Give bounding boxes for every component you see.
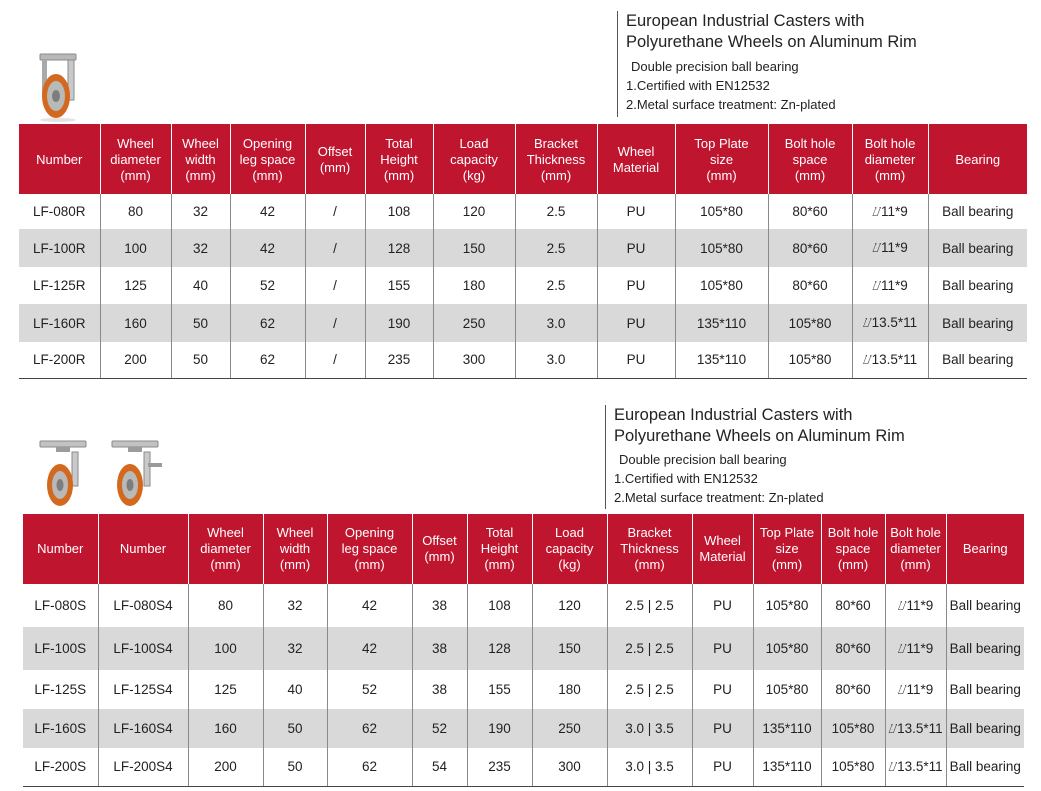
table-row xyxy=(19,342,1027,378)
table-cell: 105*80 xyxy=(821,748,885,786)
table-cell: 80*60 xyxy=(768,194,852,229)
table-cell: 128 xyxy=(467,627,532,670)
table-cell: 62 xyxy=(327,709,412,748)
table-row xyxy=(23,584,1024,627)
header-opening-leg-space: Opening leg space (mm) xyxy=(230,124,305,194)
header-wheel-diameter: Wheel diameter (mm) xyxy=(188,514,263,584)
table-cell: LF-160S xyxy=(23,709,98,748)
table-cell: PU xyxy=(597,267,675,304)
table-cell: 300 xyxy=(433,342,515,378)
table-cell: ⌰11*9 xyxy=(885,627,946,670)
table-cell: 50 xyxy=(171,342,230,378)
table-cell: 62 xyxy=(230,342,305,378)
table-cell: 105*80 xyxy=(821,709,885,748)
table-cell: LF-160S4 xyxy=(98,709,188,748)
table-cell: PU xyxy=(692,709,753,748)
header-bearing: Bearing xyxy=(928,124,1027,194)
table-cell: LF-100S4 xyxy=(98,627,188,670)
table-cell: 105*80 xyxy=(753,627,821,670)
table-cell: 80*60 xyxy=(821,670,885,709)
table-cell: 250 xyxy=(532,709,607,748)
table-cell: 155 xyxy=(365,267,433,304)
header-top-plate-size: Top Plate size (mm) xyxy=(753,514,821,584)
table-cell: 125 xyxy=(100,267,171,304)
header-bolt-hole-space: Bolt hole space (mm) xyxy=(821,514,885,584)
table-row xyxy=(19,229,1027,267)
table-cell: ⌰13.5*11 xyxy=(885,748,946,786)
table-cell: PU xyxy=(597,229,675,267)
swivel-caster-image xyxy=(36,439,92,509)
table-cell: 135*110 xyxy=(675,304,768,342)
table-cell: Ball bearing xyxy=(946,748,1024,786)
table-cell: / xyxy=(305,304,365,342)
table-header-row xyxy=(23,514,1024,584)
table-cell: 100 xyxy=(100,229,171,267)
table-cell: LF-080S xyxy=(34,598,87,613)
table-cell: 52 xyxy=(327,670,412,709)
table-cell: 80 xyxy=(100,194,171,229)
table-cell: LF-100S xyxy=(23,627,98,670)
table-cell: 2.5 xyxy=(515,267,597,304)
header-number-swivel: Number xyxy=(23,514,98,584)
table-cell: Ball bearing xyxy=(928,304,1027,342)
table-cell: PU xyxy=(692,670,753,709)
table-cell: 40 xyxy=(263,670,327,709)
table-cell: 42 xyxy=(230,194,305,229)
table-cell: 105*80 xyxy=(753,584,821,627)
table-cell: 250 xyxy=(433,304,515,342)
table-cell: LF-125R xyxy=(32,278,86,293)
header-wheel-material: Wheel Material xyxy=(597,124,675,194)
table-cell: LF-200S xyxy=(23,748,98,786)
table-cell: 200 xyxy=(188,748,263,786)
table-cell: 108 xyxy=(467,584,532,627)
header-bracket-thickness: Bracket Thickness (mm) xyxy=(515,124,597,194)
table-cell: 300 xyxy=(532,748,607,786)
table-cell: 2.5 | 2.5 xyxy=(607,627,692,670)
table-cell: Ball bearing xyxy=(928,342,1027,378)
table-cell: PU xyxy=(692,627,753,670)
table-cell: 190 xyxy=(365,304,433,342)
table-cell: PU xyxy=(692,748,753,786)
table-cell: 150 xyxy=(532,627,607,670)
table-cell: ⌰11*9 xyxy=(852,267,928,304)
header-bracket-thickness: Bracket Thickness (mm) xyxy=(607,514,692,584)
rigid-caster-section xyxy=(0,0,1041,390)
table-cell: 52 xyxy=(230,267,305,304)
table-cell: 54 xyxy=(412,748,467,786)
product-title-line1: European Industrial Casters with xyxy=(626,12,865,30)
header-total-height: Total Height (mm) xyxy=(365,124,433,194)
table-cell: 128 xyxy=(365,229,433,267)
table-cell: LF-125S xyxy=(34,682,87,697)
table-cell: 2.5 | 2.5 xyxy=(607,670,692,709)
table-cell: 42 xyxy=(327,627,412,670)
swivel-caster-with-brake-image xyxy=(104,439,166,509)
table-cell: ⌰13.5*11 xyxy=(852,342,928,378)
table-cell: LF-200S4 xyxy=(98,748,188,786)
table-row xyxy=(23,627,1024,670)
table-cell: LF-125S4 xyxy=(98,670,188,709)
table-row xyxy=(23,709,1024,748)
product-info-block xyxy=(617,11,917,117)
header-wheel-material: Wheel Material xyxy=(692,514,753,584)
table-cell: PU xyxy=(597,342,675,378)
table-cell: 150 xyxy=(433,229,515,267)
table-cell: LF-100R xyxy=(19,229,100,267)
table-cell: 42 xyxy=(230,229,305,267)
table-cell: 80*60 xyxy=(768,229,852,267)
table-cell: 50 xyxy=(171,304,230,342)
table-cell: 105*80 xyxy=(675,267,768,304)
table-row xyxy=(19,304,1027,342)
table-cell: 105*80 xyxy=(753,670,821,709)
table-cell: 135*110 xyxy=(753,748,821,786)
table-cell: 50 xyxy=(263,748,327,786)
header-offset: Offset (mm) xyxy=(305,124,365,194)
header-total-height: Total Height (mm) xyxy=(467,514,532,584)
table-cell: 62 xyxy=(230,304,305,342)
table-cell: 235 xyxy=(467,748,532,786)
table-cell: 40 xyxy=(171,267,230,304)
table-cell: 135*110 xyxy=(753,709,821,748)
table-cell: 3.0 | 3.5 xyxy=(607,748,692,786)
table-cell: 3.0 | 3.5 xyxy=(607,709,692,748)
table-cell: 32 xyxy=(171,229,230,267)
table-cell: 100 xyxy=(188,627,263,670)
table-cell: 42 xyxy=(327,584,412,627)
table-row xyxy=(23,670,1024,709)
table-cell: 160 xyxy=(100,304,171,342)
table-cell: 32 xyxy=(263,584,327,627)
header-wheel-width: Wheel width (mm) xyxy=(263,514,327,584)
table-cell: ⌰13.5*11 xyxy=(885,709,946,748)
table-cell: 160 xyxy=(188,709,263,748)
table-cell: 180 xyxy=(433,267,515,304)
product-info-block xyxy=(605,405,905,509)
table-cell: 108 xyxy=(365,194,433,229)
product-title-line1: European Industrial Casters with xyxy=(614,406,853,424)
table-cell: ⌰11*9 xyxy=(885,670,946,709)
table-cell: / xyxy=(305,342,365,378)
table-cell: Ball bearing xyxy=(946,627,1024,670)
table-cell: 105*80 xyxy=(675,194,768,229)
table-cell: 80*60 xyxy=(821,627,885,670)
swivel-spec-table xyxy=(23,514,1024,787)
table-cell: 38 xyxy=(412,670,467,709)
header-top-plate-size: Top Plate size (mm) xyxy=(675,124,768,194)
table-cell: 3.0 xyxy=(515,342,597,378)
swivel-caster-section xyxy=(0,395,1041,791)
table-cell: 62 xyxy=(327,748,412,786)
table-cell: PU xyxy=(692,584,753,627)
table-cell: Ball bearing xyxy=(946,584,1024,627)
header-bolt-hole-diameter: Bolt hole diameter (mm) xyxy=(852,124,928,194)
table-cell: Ball bearing xyxy=(946,709,1024,748)
table-cell: / xyxy=(305,229,365,267)
table-cell: 32 xyxy=(171,194,230,229)
table-cell: 38 xyxy=(412,627,467,670)
table-cell: 120 xyxy=(433,194,515,229)
bearing-note: Double precision ball bearing xyxy=(631,59,799,74)
table-row xyxy=(23,748,1024,786)
table-cell: 38 xyxy=(412,584,467,627)
table-cell: 105*80 xyxy=(768,342,852,378)
header-number: Number xyxy=(19,124,100,194)
header-load-capacity: Load capacity (kg) xyxy=(532,514,607,584)
table-cell: Ball bearing xyxy=(928,229,1027,267)
rigid-caster-image xyxy=(28,50,88,122)
table-cell: / xyxy=(305,267,365,304)
table-cell: 80*60 xyxy=(768,267,852,304)
header-wheel-width: Wheel width (mm) xyxy=(171,124,230,194)
header-bolt-hole-diameter: Bolt hole diameter (mm) xyxy=(885,514,946,584)
table-header-row xyxy=(19,124,1027,194)
table-cell: 190 xyxy=(467,709,532,748)
table-cell: 155 xyxy=(467,670,532,709)
table-cell: Ball bearing xyxy=(928,267,1027,304)
table-row xyxy=(19,194,1027,229)
table-cell: 105*80 xyxy=(675,229,768,267)
table-cell: Ball bearing xyxy=(928,194,1027,229)
table-cell: ⌰13.5*11 xyxy=(852,304,928,342)
table-cell: ⌰11*9 xyxy=(852,194,928,229)
table-cell: 125 xyxy=(188,670,263,709)
header-wheel-diameter: Wheel diameter (mm) xyxy=(100,124,171,194)
header-opening-leg-space: Opening leg space (mm) xyxy=(327,514,412,584)
table-cell: 105*80 xyxy=(768,304,852,342)
header-number-brake: Number xyxy=(98,514,188,584)
table-cell: PU xyxy=(597,304,675,342)
table-cell: PU xyxy=(597,194,675,229)
table-cell: ⌰11*9 xyxy=(852,229,928,267)
product-title-line2: Polyurethane Wheels on Aluminum Rim xyxy=(626,33,917,51)
table-cell: / xyxy=(305,194,365,229)
rigid-spec-table xyxy=(19,124,1027,379)
table-row xyxy=(19,267,1027,304)
bearing-note: Double precision ball bearing xyxy=(619,452,787,467)
surface-note: 2.Metal surface treatment: Zn-plated xyxy=(614,490,824,505)
cert-note: 1.Certified with EN12532 xyxy=(626,78,770,93)
header-load-capacity: Load capacity (kg) xyxy=(433,124,515,194)
product-title-line2: Polyurethane Wheels on Aluminum Rim xyxy=(614,427,905,445)
table-cell: 120 xyxy=(532,584,607,627)
table-cell: 180 xyxy=(532,670,607,709)
table-cell: 2.5 | 2.5 xyxy=(607,584,692,627)
header-bearing: Bearing xyxy=(946,514,1024,584)
table-cell: 3.0 xyxy=(515,304,597,342)
table-cell: LF-080R xyxy=(32,204,86,219)
table-cell: 235 xyxy=(365,342,433,378)
table-cell: LF-200R xyxy=(19,342,100,378)
table-cell: 200 xyxy=(100,342,171,378)
table-cell: LF-160R xyxy=(19,304,100,342)
table-cell: ⌰11*9 xyxy=(885,584,946,627)
table-cell: 80*60 xyxy=(821,584,885,627)
table-cell: 135*110 xyxy=(675,342,768,378)
header-offset: Offset (mm) xyxy=(412,514,467,584)
header-bolt-hole-space: Bolt hole space (mm) xyxy=(768,124,852,194)
table-cell: 2.5 xyxy=(515,194,597,229)
table-cell: 50 xyxy=(263,709,327,748)
table-cell: 80 xyxy=(188,584,263,627)
cert-note: 1.Certified with EN12532 xyxy=(614,471,758,486)
surface-note: 2.Metal surface treatment: Zn-plated xyxy=(626,97,836,112)
table-cell: 32 xyxy=(263,627,327,670)
table-cell: 2.5 xyxy=(515,229,597,267)
table-cell: Ball bearing xyxy=(946,670,1024,709)
table-cell: 52 xyxy=(412,709,467,748)
table-cell: LF-080S4 xyxy=(98,584,188,627)
